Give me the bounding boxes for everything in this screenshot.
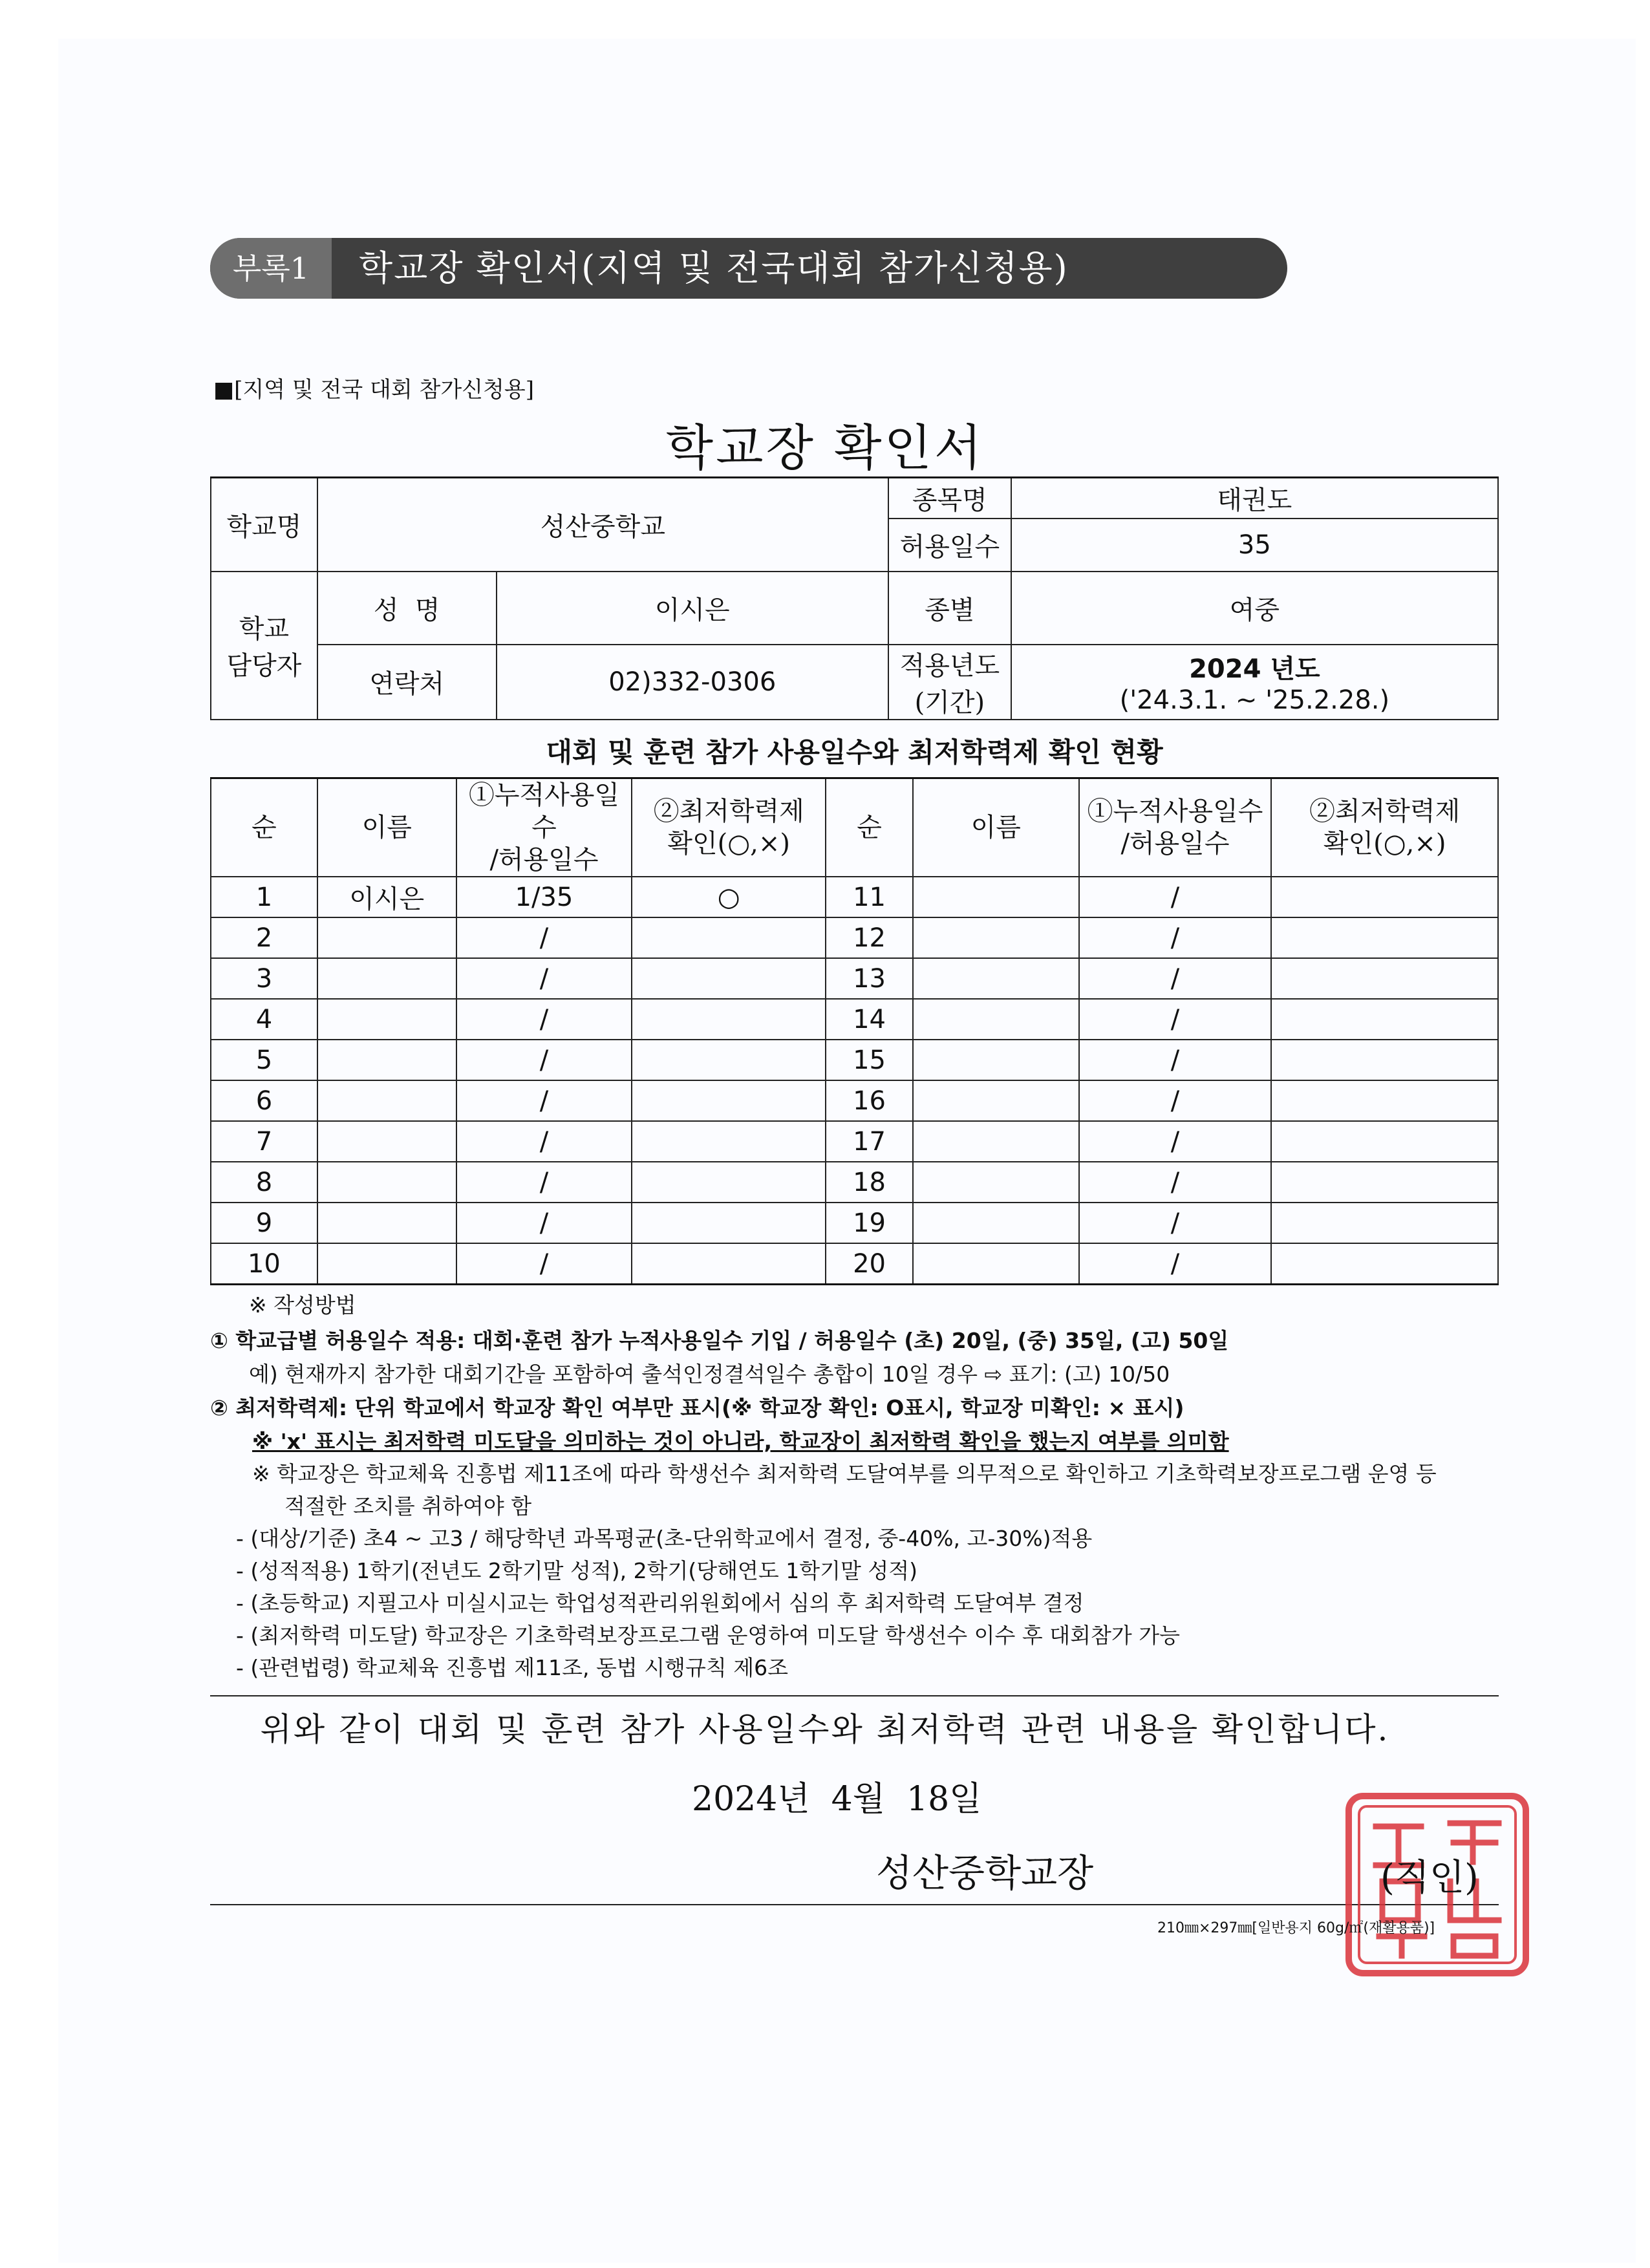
row-no: 8 <box>211 1162 317 1203</box>
row-name <box>317 1080 456 1121</box>
row-no: 19 <box>826 1203 913 1243</box>
table-row <box>211 1243 1498 1285</box>
year-value <box>1011 645 1498 720</box>
row-check <box>632 1121 826 1162</box>
section-title: 대회 및 훈련 참가 사용일수와 최저학력제 확인 현황 <box>546 736 1163 768</box>
row-no: 10 <box>211 1243 317 1285</box>
paper-spec: 210㎜×297㎜[일반용지 60g/㎡(재활용품)] <box>1157 1920 1435 1936</box>
row-check <box>1271 1203 1498 1243</box>
header-name: 이름 <box>317 778 456 877</box>
table-row <box>211 1121 1498 1162</box>
header-days <box>1079 778 1272 877</box>
row-no: 15 <box>826 1040 913 1080</box>
staff-label-line2: 담당자 <box>226 651 302 681</box>
row-check <box>632 1243 826 1285</box>
row-days: / <box>456 958 632 999</box>
instruction-note-2a: ※ 학교장은 학교체육 진흥법 제11조에 따라 학생선수 최저학력 도달여부를 의무적으로 확인하고 기초학력보장프로그램 운영 등 <box>252 1461 1437 1486</box>
row-check <box>632 917 826 958</box>
row-name <box>317 1162 456 1203</box>
row-check <box>1271 917 1498 958</box>
header-check <box>632 778 826 877</box>
row-days: 1/35 <box>456 877 632 917</box>
instruction-item-1: ① 학교급별 허용일수 적용: 대회·훈련 참가 누적사용일수 기입 / 허용일수 (초) 20일, (중) 35일, (고) 50일 <box>210 1328 1229 1353</box>
row-no: 18 <box>826 1162 913 1203</box>
row-days: / <box>1079 1040 1272 1080</box>
row-name <box>913 1121 1079 1162</box>
seal-label: (직인) <box>1380 1857 1479 1899</box>
instructions-heading: ※ 작성방법 <box>249 1292 356 1318</box>
row-no: 3 <box>211 958 317 999</box>
form-subtitle: ■[지역 및 전국 대회 참가신청용] <box>213 377 535 403</box>
table-row <box>211 958 1498 999</box>
header-days-line2: /허용일수 <box>489 845 599 875</box>
row-check <box>1271 1121 1498 1162</box>
row-check <box>632 958 826 999</box>
school-value: 성산중학교 <box>317 478 888 572</box>
header-name: 이름 <box>913 778 1079 877</box>
category-value: 여중 <box>1011 572 1498 645</box>
sport-label: 종목명 <box>888 478 1011 519</box>
row-name <box>317 1040 456 1080</box>
row-no: 17 <box>826 1121 913 1162</box>
table-row <box>211 1203 1498 1243</box>
table-row <box>211 1080 1498 1121</box>
header-days-line1: ①누적사용일수 <box>468 780 620 842</box>
row-name <box>317 958 456 999</box>
row-name <box>913 1243 1079 1285</box>
row-check <box>1271 1040 1498 1080</box>
table-row <box>211 1040 1498 1080</box>
header-no: 순 <box>826 778 913 877</box>
row-check <box>1271 958 1498 999</box>
row-no: 5 <box>211 1040 317 1080</box>
row-days: / <box>1079 917 1272 958</box>
instruction-bullet-2: - (성적적용) 1학기(전년도 2학기말 성적), 2학기(당해연도 1학기말 성적) <box>236 1558 918 1583</box>
document-title: 학교장 확인서 <box>665 419 985 476</box>
row-check <box>1271 1243 1498 1285</box>
header-days-line2: /허용일수 <box>1120 829 1230 859</box>
school-label: 학교명 <box>211 478 317 572</box>
staff-label-line1: 학교 <box>239 614 290 644</box>
row-days: / <box>1079 877 1272 917</box>
row-name <box>913 999 1079 1040</box>
row-days: / <box>456 1162 632 1203</box>
year-label <box>888 645 1011 720</box>
row-days: / <box>456 1040 632 1080</box>
row-days: / <box>1079 1162 1272 1203</box>
row-name <box>913 1162 1079 1203</box>
participation-table <box>210 777 1499 1285</box>
row-name <box>317 999 456 1040</box>
row-no: 2 <box>211 917 317 958</box>
row-name: 이시은 <box>317 877 456 917</box>
year-value-line2: ('24.3.1. ~ '25.2.28.) <box>1119 685 1390 715</box>
row-days: / <box>456 1243 632 1285</box>
row-days: / <box>456 1203 632 1243</box>
row-no: 16 <box>826 1080 913 1121</box>
row-check <box>1271 1162 1498 1203</box>
row-no: 12 <box>826 917 913 958</box>
instruction-note-1: ※ 'x' 표시는 최저학력 미도달을 의미하는 것이 아니라, 학교장이 최저학력 확인을 했는지 여부를 의미함 <box>252 1429 1229 1454</box>
row-name <box>913 877 1079 917</box>
row-no: 13 <box>826 958 913 999</box>
row-check <box>632 1203 826 1243</box>
row-name <box>913 1080 1079 1121</box>
header-check-line1: ②최저학력제 <box>1309 797 1461 826</box>
row-name <box>913 1203 1079 1243</box>
row-days: / <box>1079 1121 1272 1162</box>
row-name <box>913 917 1079 958</box>
row-no: 9 <box>211 1203 317 1243</box>
row-check <box>632 999 826 1040</box>
allowed-days-label: 허용일수 <box>888 519 1011 572</box>
appendix-tag: 부록1 <box>210 238 332 299</box>
row-check <box>1271 1080 1498 1121</box>
year-label-line2: (기간) <box>914 687 985 718</box>
instruction-bullet-4: - (최저학력 미도달) 학교장은 기초학력보장프로그램 운영하여 미도달 학생선수 이수 후 대회참가 가능 <box>236 1623 1181 1648</box>
row-name <box>913 1040 1079 1080</box>
contact-label: 연락처 <box>317 645 497 720</box>
banner-title: 학교장 확인서(지역 및 전국대회 참가신청용) <box>359 248 1069 288</box>
row-days: / <box>1079 1080 1272 1121</box>
row-days: / <box>456 1080 632 1121</box>
row-no: 6 <box>211 1080 317 1121</box>
confirmation-statement: 위와 같이 대회 및 훈련 참가 사용일수와 최저학력 관련 내용을 확인합니다. <box>260 1711 1390 1748</box>
row-name <box>317 1203 456 1243</box>
divider-top <box>210 1695 1499 1696</box>
name-value: 이시은 <box>497 572 888 645</box>
row-check <box>632 1040 826 1080</box>
table-row <box>211 999 1498 1040</box>
year-label-line1: 적용년도 <box>899 650 1000 681</box>
staff-label <box>211 572 317 720</box>
row-no: 20 <box>826 1243 913 1285</box>
row-check <box>1271 999 1498 1040</box>
row-name <box>913 958 1079 999</box>
school-info-table <box>210 476 1499 720</box>
instruction-note-2b: 적절한 조치를 취하여야 함 <box>284 1493 532 1519</box>
row-no: 14 <box>826 999 913 1040</box>
principal-name: 성산중학교장 <box>876 1851 1094 1895</box>
row-days: / <box>456 999 632 1040</box>
row-check <box>1271 877 1498 917</box>
header-days <box>456 778 632 877</box>
header-check <box>1271 778 1498 877</box>
row-name <box>317 1243 456 1285</box>
row-no: 4 <box>211 999 317 1040</box>
divider-bottom <box>210 1904 1499 1905</box>
table-row <box>211 1162 1498 1203</box>
instruction-bullet-3: - (초등학교) 지필고사 미실시교는 학업성적관리위원회에서 심의 후 최저학력 도달여부 결정 <box>236 1590 1084 1616</box>
row-days: / <box>456 1121 632 1162</box>
row-check <box>632 1162 826 1203</box>
issue-date: 2024년 4월 18일 <box>692 1780 982 1819</box>
header-check-line2: 확인(○,×) <box>1323 829 1446 859</box>
row-days: / <box>1079 1243 1272 1285</box>
instruction-item-1-example: 예) 현재까지 참가한 대회기간을 포함하여 출석인정결석일수 총합이 10일 경우 ⇨ 표기: (고) 10/50 <box>249 1362 1170 1387</box>
sport-value: 태권도 <box>1011 478 1498 519</box>
year-value-line1: 2024 년도 <box>1189 654 1320 684</box>
table-row <box>211 917 1498 958</box>
table-row <box>211 877 1498 917</box>
header-days-line1: ①누적사용일수 <box>1087 797 1263 826</box>
row-no: 1 <box>211 877 317 917</box>
instruction-bullet-1: - (대상/기준) 초4 ~ 고3 / 해당학년 과목평균(초-단위학교에서 결정, 중-40%, 고-30%)적용 <box>236 1526 1093 1551</box>
row-check: ○ <box>632 877 826 917</box>
allowed-days-value: 35 <box>1011 519 1498 572</box>
header-check-line2: 확인(○,×) <box>667 829 791 859</box>
name-label: 성 명 <box>317 572 497 645</box>
row-no: 11 <box>826 877 913 917</box>
row-name <box>317 1121 456 1162</box>
header-no: 순 <box>211 778 317 877</box>
row-name <box>317 917 456 958</box>
instruction-item-2: ② 최저학력제: 단위 학교에서 학교장 확인 여부만 표시(※ 학교장 확인: O표시, 학교장 미확인: × 표시) <box>210 1395 1184 1420</box>
instruction-bullet-5: - (관련법령) 학교체육 진흥법 제11조, 동법 시행규칙 제6조 <box>236 1655 788 1680</box>
header-check-line1: ②최저학력제 <box>653 797 804 826</box>
row-no: 7 <box>211 1121 317 1162</box>
row-days: / <box>1079 958 1272 999</box>
row-check <box>632 1080 826 1121</box>
row-days: / <box>456 917 632 958</box>
row-days: / <box>1079 1203 1272 1243</box>
category-label: 종별 <box>888 572 1011 645</box>
row-days: / <box>1079 999 1272 1040</box>
contact-value: 02)332-0306 <box>497 645 888 720</box>
